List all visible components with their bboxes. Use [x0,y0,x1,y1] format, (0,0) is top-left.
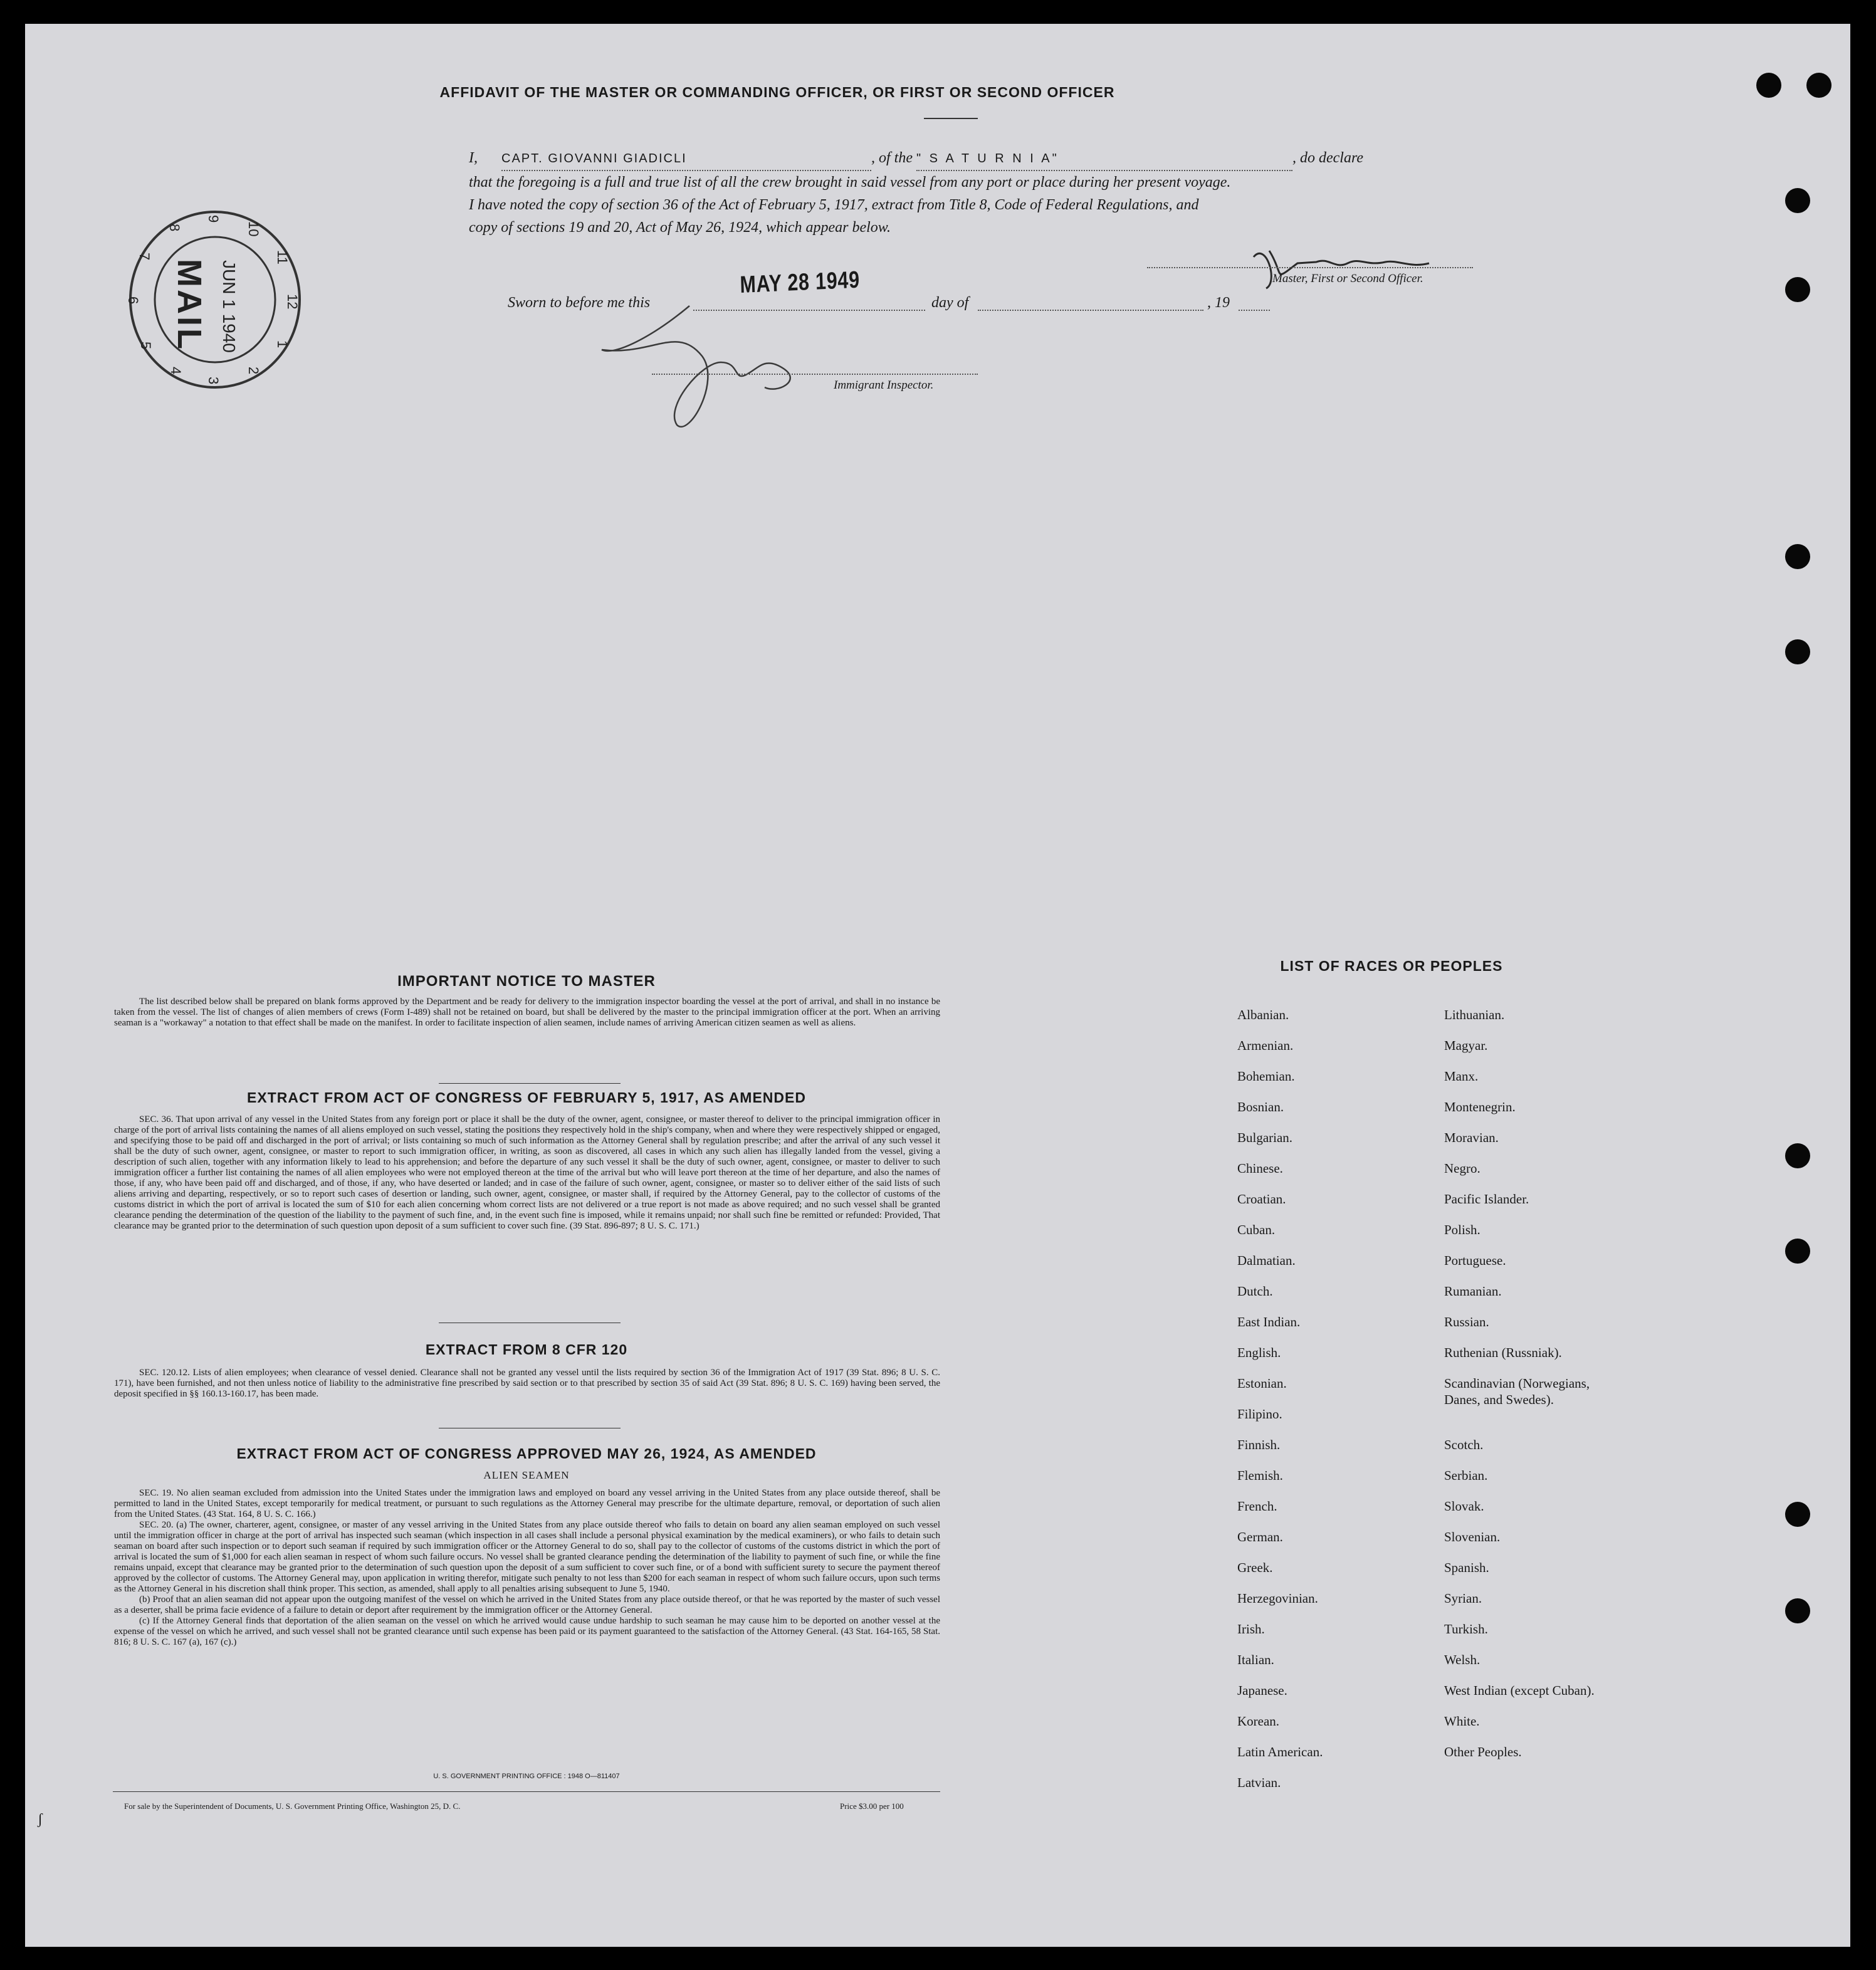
do-declare-label: , do declare [1292,150,1364,166]
ring-number: 11 [275,250,290,265]
race-item: Manx. [1444,1069,1479,1084]
race-item: Slovak. [1444,1499,1484,1514]
race-item: Bohemian. [1237,1069,1295,1084]
ring-number: 4 [168,367,184,375]
sec-20a-text: SEC. 20. (a) The owner, charterer, agent, consignee, or master of any vessel arriving in the United States from any place outside thereof who fails to detain on board any alien seaman employed on such vessel until the immigration officer in charge at the port of arrival has inspected such seaman (which inspection in all cases shall include a personal physical examination by the medical examiners), or who fails to detain such seaman on board after such inspection or to deport such seaman if required by such immigration officer or the Attorney General to do so, shall pay to the collector of customs of the customs district in which the port of arrival is located the sum of $1,000 for each alien seaman in respect of whom such failure occurs. No vessel shall be granted clearance pending the determination of the liability to payment of such fine, or while the fine remains unpaid, except that clearance may be granted prior to the determination of such question upon the deposit of a sum sufficient to cover such fine, or of a bond with sufficient surety to secure the payment thereof approved by the collector of customs. The Attorney General may, upon application in writing therefor, mitigate such penalty to not less than $200 for each seaman in respect of whom such failure occurs, upon such terms as the Attorney General in his discretion shall think proper. This section, as amended, shall apply to all penalties arising subsequent to June 5, 1940. [114,1520,940,1594]
race-item: Herzegovinian. [1237,1591,1318,1606]
race-item: Rumanian. [1444,1284,1502,1299]
race-item: Japanese. [1237,1683,1287,1698]
race-item: English. [1237,1345,1281,1360]
race-item: Greek. [1237,1560,1273,1575]
footer-left: For sale by the Superintendent of Documents, U. S. Government Printing Office, Washington 25, D. C. [124,1801,461,1811]
race-item: Croatian. [1237,1192,1286,1207]
race-item: Other Peoples. [1444,1744,1522,1759]
mail-stamp-date: JUN 1 1940 [219,260,239,353]
notice-title: IMPORTANT NOTICE TO MASTER [397,973,656,990]
race-item: Magyar. [1444,1038,1488,1053]
extract-1924-body [114,1488,940,1648]
punch-hole [1806,73,1831,98]
race-item: Latvian. [1237,1775,1281,1790]
footer-right: Price $3.00 per 100 [840,1801,904,1811]
year-line [1239,310,1270,311]
ring-number: 7 [137,253,152,261]
of-the-label: , of the [871,150,913,166]
race-item: East Indian. [1237,1314,1301,1329]
race-item: Armenian. [1237,1038,1294,1053]
race-item: Slovenian. [1444,1529,1501,1544]
ring-number: 3 [206,377,221,385]
sworn-prefix: Sworn to before me this [508,295,651,311]
race-item: Bulgarian. [1237,1130,1293,1145]
affidavit-line-2: that the foregoing is a full and true list of all the crew brought in said vessel from any port or place during her present voyage. [469,174,1231,191]
extract-1917-body [114,1114,940,1232]
punch-hole [1756,73,1781,98]
races-title: LIST OF RACES OR PEOPLES [1280,958,1503,974]
race-item: French. [1237,1499,1277,1514]
master-signature-line [1147,267,1473,268]
race-item: Lithuanian. [1444,1007,1505,1022]
punch-hole [1785,544,1810,569]
race-item: Dutch. [1237,1284,1273,1299]
race-item: Estonian. [1237,1376,1287,1391]
ring-number: 2 [246,367,261,375]
ring-number: 1 [275,340,290,348]
mail-stamp [121,202,309,397]
mail-stamp-ring-numbers [121,202,309,397]
month-line [978,310,1203,311]
affidavit-line-4: copy of sections 19 and 20, Act of May 26, 1924, which appear below. [469,219,891,236]
race-item: Irish. [1237,1622,1265,1637]
master-caption: Master, First or Second Officer. [1272,272,1423,285]
race-item: Scandinavian (Norwegians, Danes, and Swedes). [1444,1376,1590,1407]
race-item: West Indian (except Cuban). [1444,1683,1595,1698]
divider [439,1083,621,1084]
printing-office-line: U. S. GOVERNMENT PRINTING OFFICE : 1948 O—811407 [433,1773,620,1780]
corner-mark: ʃ [38,1811,43,1828]
race-item: Italian. [1237,1652,1274,1667]
race-item: Syrian. [1444,1591,1482,1606]
punch-hole [1785,1598,1810,1623]
race-item: Flemish. [1237,1468,1283,1483]
race-item: White. [1444,1714,1480,1729]
notice-text: The list described below shall be prepared on blank forms approved by the Department and be ready for delivery to the immigration inspector boarding the vessel at the port of arrival, and shall in no instance be taken from the vessel. The list of changes of alien members of crews (Form I-489) shall not be retained on board, but shall be delivered by the master to the principal immigration officer at the port. When an arriving seaman is a "workaway" a notation to that effect shall be made on the manifest. In order to facilitate inspection of alien seamen, include names of arriving American citizen seamen as well as aliens. [114,997,940,1028]
affidavit-title: AFFIDAVIT OF THE MASTER OR COMMANDING OFFICER, OR FIRST OR SECOND OFFICER [439,84,1115,100]
race-item: Korean. [1237,1714,1280,1729]
ring-number: 8 [167,224,182,232]
inspector-signature-line [652,374,978,375]
ring-number: 12 [285,294,300,310]
race-item: Montenegrin. [1444,1099,1516,1114]
race-item: Ruthenian (Russniak). [1444,1345,1562,1360]
race-item: Russian. [1444,1314,1489,1329]
ring-number: 5 [138,342,154,350]
race-item: Pacific Islander. [1444,1192,1529,1207]
ring-number: 6 [125,296,141,305]
master-signature-scribble [1241,238,1467,295]
master-name: CAPT. GIOVANNI GIADICLI [501,147,871,171]
extract-1917-title: EXTRACT FROM ACT OF CONGRESS OF FEBRUARY 5, 1917, AS AMENDED [247,1089,806,1106]
sec-20b-text: (b) Proof that an alien seaman did not appear upon the outgoing manifest of the vessel on which he arrived in the United States from any place outside thereof, or that he was reported by the master of such vessel as a deserter, shall be prima facie evidence of a failure to detain or deport after requirement by the immigration officer or the Attorney General. [114,1595,940,1615]
inspector-signature [577,287,878,453]
race-item: Scotch. [1444,1437,1484,1452]
race-item: Turkish. [1444,1622,1488,1637]
footer-rule [113,1791,940,1792]
extract-cfr-body [114,1368,940,1400]
vessel-name: " S A T U R N I A" [916,147,1292,171]
race-item: Finnish. [1237,1437,1281,1452]
extract-cfr-title: EXTRACT FROM 8 CFR 120 [425,1341,628,1358]
race-item: Chinese. [1237,1161,1283,1176]
sec-120-12-text: SEC. 120.12. Lists of alien employees; when clearance of vessel denied. Clearance shall not be granted any vessel until the lists required by section 36 of the Immigration Act of 1917 (39 Stat. 896; 8 U. S. C. 171), have been furnished, and not then unless notice of liability to the administrative fine prescribed by said section or to that prescribed by section 35 of said Act (39 Stat. 896; 8 U. S. C. 169) having been served, the deposit specified in §§ 160.13-160.17, has been made. [114,1368,940,1399]
races-right-column [1444,1007,1707,1774]
affidavit-body [469,147,1509,239]
extract-1924-title: EXTRACT FROM ACT OF CONGRESS APPROVED MAY 26, 1924, AS AMENDED [236,1445,817,1462]
alien-seamen-subtitle: ALIEN SEAMEN [483,1469,570,1481]
title-underline [924,118,978,119]
race-item: Cuban. [1237,1222,1276,1237]
race-item: Portuguese. [1444,1253,1506,1268]
document-page [25,24,1850,1947]
race-item: Polish. [1444,1222,1480,1237]
sec-20c-text: (c) If the Attorney General finds that deportation of the alien seaman on the vessel on which he arrived would cause undue hardship to such seaman he may cause him to be deported on another vessel at the expense of the vessel on which he arrived, and such vessel shall not be granted clearance until such expense has been paid or its payment guaranteed to the satisfaction of the Attorney General. (43 Stat. 164-165, 58 Stat. 816; 8 U. S. C. 167 (a), 167 (c).) [114,1616,940,1647]
day-of-label: day of [931,295,969,311]
sworn-date-stamp: MAY 28 1949 [740,266,861,298]
race-item: Spanish. [1444,1560,1489,1575]
punch-hole [1785,277,1810,302]
race-item: Latin American. [1237,1744,1323,1759]
ring-number: 10 [246,221,261,237]
mail-stamp-word: MAIL [170,259,208,352]
notice-body [114,997,940,1029]
punch-hole [1785,1502,1810,1527]
inspector-signature-scribble [577,287,878,450]
ring-number: 9 [206,215,221,223]
race-item: Bosnian. [1237,1099,1284,1114]
affidavit-line-1 [469,147,1509,171]
race-item: Negro. [1444,1161,1480,1176]
races-left-column [1237,1007,1425,1805]
affidavit-line-3: I have noted the copy of section 36 of the Act of February 5, 1917, extract from Title 8, Code of Federal Regulations, and [469,197,1199,213]
race-item: Dalmatian. [1237,1253,1296,1268]
inspector-caption: Immigrant Inspector. [834,379,934,392]
race-item: Albanian. [1237,1007,1289,1022]
punch-hole [1785,1239,1810,1264]
race-item: Moravian. [1444,1130,1499,1145]
year-prefix: , 19 [1207,295,1230,311]
race-item: German. [1237,1529,1283,1544]
punch-hole [1785,1143,1810,1168]
affidavit-i: I, [469,150,478,166]
sec-36-text: SEC. 36. That upon arrival of any vessel in the United States from any foreign port or place it shall be the duty of the owner, agent, consignee, or master thereof to deliver to the principal immigration officer in charge of the port of arrival lists containing the names of all aliens employed on such vessel, stating the positions they respectively hold in the ship's company, when and where they were respectively shipped or engaged, and specifying those to be paid off and discharged in the port of arrival; or lists containing so much of such information as the Attorney General shall by regulation prescribe; and after the arrival of any such vessel it shall be the duty of such owner, agent, consignee, or master to report to such immigration officer, in writing, as soon as discovered, all cases in which any such alien has illegally landed from the vessel, giving a description of such alien, together with any information likely to lead to his apprehension; and before the departure of any such vessel it shall be the duty of such owner, agent, consignee, or master to deliver to such immigration officer a further list containing the names of all alien employees who were not employed thereon at the time of the arrival but who will leave port thereon at the time of her departure, and also the names of those, if any, who have been paid off and discharged, and of those, if any, who have deserted or landed; and in case of the failure of such owner, agent, consignee, or master so to deliver either of the said lists of such aliens arriving and departing, respectively, or so to report such cases of desertion or landing, such owner, agent, consignee, or master shall, if required by the Attorney General, pay to the collector of customs of the customs district in which the port of arrival is located the sum of $10 for each alien concerning whom correct lists are not delivered or a true report is not made as above required; and no such vessel shall be granted clearance pending the determination of the question of the liability to the payment of such fine, and, in the event such fine is imposed, while it remains unpaid; nor shall such fine be remitted or refunded: Provided, That clearance may be granted prior to the determination of such question upon deposit of a sum sufficient to cover such fine. (39 Stat. 896-897; 8 U. S. C. 171.) [114,1114,940,1231]
race-item: Welsh. [1444,1652,1480,1667]
sec-19-text: SEC. 19. No alien seaman excluded from admission into the United States under the immigration laws and employed on board any vessel arriving in the United States from any place outside thereof, shall be permitted to land in the United States, except temporarily for medical treatment, or pursuant to such regulations as the Attorney General may prescribe for the ultimate departure, removal, or deportation of such alien from the United States. (43 Stat. 164, 8 U. S. C. 166.) [114,1488,940,1519]
race-item: Filipino. [1237,1407,1282,1422]
punch-hole [1785,639,1810,664]
race-item: Serbian. [1444,1468,1488,1483]
punch-hole [1785,188,1810,213]
